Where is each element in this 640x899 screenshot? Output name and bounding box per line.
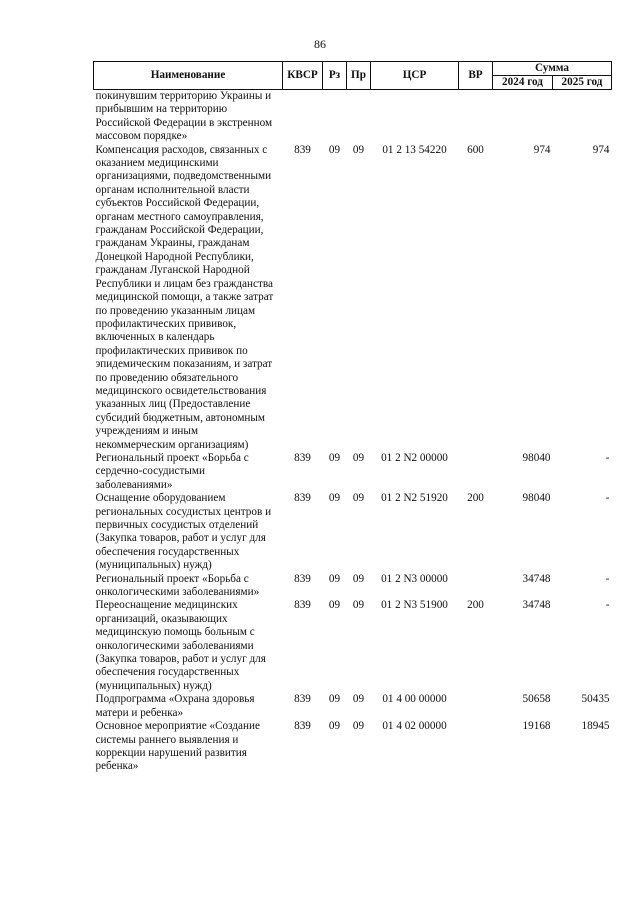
row-rz: [323, 90, 347, 144]
row-sum-2024: [493, 90, 553, 144]
table-row: [94, 90, 612, 144]
col-header-name: Наименование: [94, 62, 283, 90]
row-pr: [347, 90, 371, 144]
row-sum-2025: -: [605, 492, 610, 505]
table-row: [94, 720, 612, 774]
row-pr: 09: [352, 492, 365, 505]
row-sum-2024: 34748: [522, 572, 551, 585]
table-row: [94, 492, 612, 572]
row-sum-2024: 974: [533, 143, 551, 156]
row-sum-2025: -: [605, 599, 610, 612]
row-vr: 200: [467, 599, 484, 612]
row-rz: 09: [328, 492, 341, 505]
row-name: Региональный проект «Борьба с онкологическими заболеваниями»: [95, 572, 260, 599]
row-kvsr: 839: [294, 599, 311, 612]
row-kvsr: 839: [294, 720, 311, 733]
row-sum-2025: -: [605, 451, 610, 464]
row-pr: 09: [352, 693, 365, 706]
col-header-pr: Пр: [347, 62, 371, 90]
row-rz: 09: [328, 572, 341, 585]
row-sum-2024: 98040: [522, 492, 551, 505]
row-rz: 09: [328, 143, 341, 156]
col-header-sum: Сумма: [493, 62, 612, 76]
row-vr: [459, 720, 493, 774]
row-vr: 200: [467, 492, 484, 505]
row-csr: 01 2 N3 00000: [381, 572, 448, 585]
row-kvsr: 839: [294, 572, 311, 585]
row-csr: 01 2 N2 51920: [381, 492, 448, 505]
row-kvsr: 839: [294, 143, 311, 156]
row-name: покинувшим территорию Украины и прибывшим на территорию Российской Федерации в экстренном массовом порядке»: [95, 90, 273, 143]
table-row: [94, 144, 612, 452]
row-kvsr: 839: [294, 492, 311, 505]
row-vr: [459, 573, 493, 600]
col-header-kvsr: КВСР: [283, 62, 323, 90]
row-name: Подпрограмма «Охрана здоровья матери и ребенка»: [95, 693, 255, 719]
table-row: [94, 693, 612, 720]
table-row: [94, 599, 612, 693]
table-row: [94, 573, 612, 600]
budget-table: [93, 61, 612, 774]
row-sum-2025: 18945: [581, 720, 610, 733]
col-header-csr: ЦСР: [371, 62, 459, 90]
row-pr: 09: [352, 451, 365, 464]
row-kvsr: 839: [294, 451, 311, 464]
row-vr: [459, 452, 493, 492]
page-number: 86: [314, 37, 326, 51]
row-pr: 09: [352, 572, 365, 585]
row-name: Региональный проект «Борьба с сердечно-сосудистыми заболеваниями»: [95, 451, 249, 491]
col-header-vr: ВР: [459, 62, 493, 90]
table-header: [94, 62, 612, 90]
row-sum-2024: 34748: [522, 599, 551, 612]
col-header-rz: Рз: [323, 62, 347, 90]
row-name: Основное мероприятие «Создание системы раннего выявления и коррекции нарушений развития ребенка»: [95, 720, 260, 773]
row-csr: [371, 90, 459, 144]
row-name: Переоснащение медицинских организаций, оказывающих медицинскую помощь больным с онкологическими заболеваниями (Закупка товаров, работ и услуг для обеспечения государственных (муниципальных) нужд): [95, 599, 266, 692]
row-csr: 01 4 00 00000: [382, 693, 447, 706]
row-vr: [459, 693, 493, 720]
row-sum-2025: 974: [592, 143, 610, 156]
row-sum-2024: 98040: [522, 451, 551, 464]
row-rz: 09: [328, 599, 341, 612]
row-csr: 01 2 N3 51900: [381, 599, 448, 612]
row-kvsr: 839: [294, 693, 311, 706]
row-sum-2025: [553, 90, 612, 144]
row-name: Компенсация расходов, связанных с оказанием медицинскими организациями, подведомственными органам исполнительной власти субъектов Российской Федерации, органам местного самоуправления, гражданам Российской Федерации, гражданам Украины, гражданам Донецкой Народной Республики, гражданам Луганской Народной Республики и лицам без гражданства медицинской помощи, а также затрат по проведению указанным лицам профилактических прививок, включенных в календарь профилактических прививок по эпидемическим показаниям, и затрат по проведению обязательного медицинского освидетельствования указанных лиц (Предоставление субсидий бюджетным, автономным учреждениям и иным некоммерческим организациям): [95, 143, 274, 451]
row-csr: 01 2 13 54220: [382, 143, 447, 156]
col-header-2025: 2025 год: [553, 76, 612, 90]
row-kvsr: [283, 90, 323, 144]
row-vr: 600: [467, 143, 484, 156]
row-pr: 09: [352, 720, 365, 733]
col-header-2024: 2024 год: [493, 76, 553, 90]
row-pr: 09: [352, 599, 365, 612]
table-body: [94, 90, 612, 774]
table-row: [94, 452, 612, 492]
row-rz: 09: [328, 720, 341, 733]
row-csr: 01 4 02 00000: [382, 720, 447, 733]
row-rz: 09: [328, 451, 341, 464]
row-sum-2024: 50658: [522, 693, 551, 706]
row-name: Оснащение оборудованием региональных сосудистых центров и первичных сосудистых отделений (Закупка товаров, работ и услуг для обеспечения государственных (муниципальных) нужд): [95, 492, 272, 572]
row-rz: 09: [328, 693, 341, 706]
row-sum-2025: -: [605, 572, 610, 585]
row-csr: 01 2 N2 00000: [381, 451, 448, 464]
row-sum-2024: 19168: [522, 720, 551, 733]
row-vr: [459, 90, 493, 144]
row-sum-2025: 50435: [581, 693, 610, 706]
row-pr: 09: [352, 143, 365, 156]
